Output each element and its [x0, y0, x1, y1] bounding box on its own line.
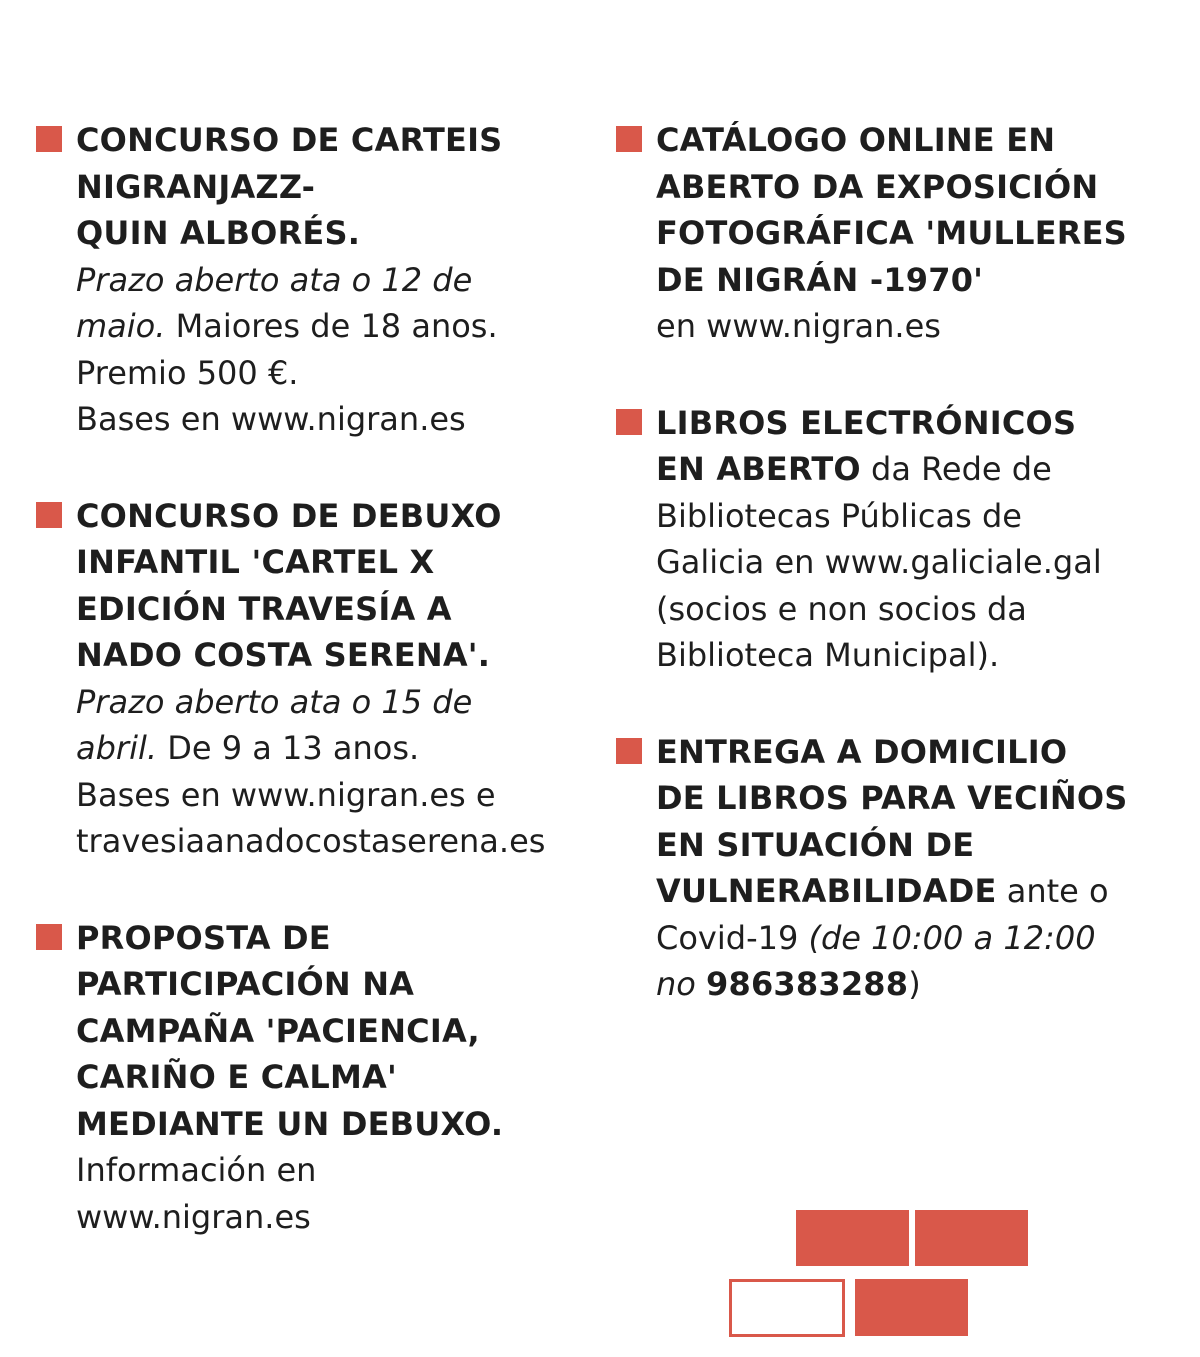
body-text: Información en [76, 1151, 317, 1189]
deadline-text: abril. [76, 729, 158, 767]
item-title: DE LIBROS PARA VECIÑOS [656, 779, 1128, 817]
item-title: ENTREGA A DOMICILIO [656, 732, 1068, 771]
item-title: PROPOSTA DE [76, 918, 331, 957]
item-title: DE NIGRÁN -1970' [656, 260, 984, 299]
deadline-text: Prazo aberto ata o 12 de [76, 260, 473, 299]
item-title: PARTICIPACIÓN NA [76, 965, 415, 1003]
item-title: LIBROS ELECTRÓNICOS [656, 403, 1077, 442]
item-title: EN ABERTO [656, 450, 861, 488]
hours-text: no [656, 965, 707, 1003]
deadline-text: Prazo aberto ata o 15 de [76, 682, 473, 721]
item-title: CONCURSO DE DEBUXO [76, 496, 502, 535]
body-text: da Rede de [860, 450, 1052, 488]
square-bullet-icon [36, 924, 62, 950]
brick-decoration [855, 1279, 968, 1336]
square-bullet-icon [36, 126, 62, 152]
brick-decoration [915, 1210, 1028, 1266]
square-bullet-icon [36, 502, 62, 528]
item-title: FOTOGRÁFICA 'MULLERES [656, 214, 1127, 252]
phone-number: 986383288 [706, 965, 909, 1003]
item-title: EN SITUACIÓN DE [656, 825, 975, 864]
hours-text: (de 10:00 a 12:00 [808, 918, 1096, 957]
item-title: NADO COSTA SERENA'. [76, 636, 491, 674]
item-title: CARIÑO E CALMA' [76, 1058, 397, 1096]
item-libros-electronicos [616, 400, 1196, 679]
deadline-text: maio. [76, 307, 166, 345]
body-text: Covid-19 [656, 918, 809, 957]
item-title: QUIN ALBORÉS. [76, 214, 361, 252]
item-proposta-participacion [36, 915, 606, 1241]
square-bullet-icon [616, 126, 642, 152]
body-text: www.nigran.es [76, 1197, 311, 1236]
item-title: INFANTIL 'CARTEL X [76, 543, 435, 581]
close-paren: ) [908, 965, 921, 1003]
square-bullet-icon [616, 409, 642, 435]
body-text: Premio 500 €. [76, 353, 299, 392]
body-text: Galicia en www.galiciale.gal [656, 543, 1102, 581]
body-text: Bibliotecas Públicas de [656, 496, 1022, 535]
left-column [36, 117, 606, 1290]
item-title: VULNERABILIDADE [656, 872, 997, 910]
item-catalogo-online [616, 117, 1196, 350]
body-text: Bases en www.nigran.es [76, 400, 466, 438]
body-text: Bases en www.nigran.es e [76, 775, 496, 814]
body-text: travesiaanadocostaserena.es [76, 822, 546, 860]
item-entrega-domicilio [616, 729, 1196, 1008]
item-title: EDICIÓN TRAVESÍA A [76, 589, 452, 628]
body-text: De 9 a 13 anos. [157, 729, 420, 767]
item-concurso-debuxo [36, 493, 606, 865]
item-title: MEDIANTE UN DEBUXO. [76, 1104, 504, 1143]
right-column [616, 117, 1196, 1058]
body-text: ante o [996, 872, 1109, 910]
item-title: CATÁLOGO ONLINE EN [656, 121, 1056, 159]
body-text: (socios e non socios da [656, 589, 1027, 628]
item-title: ABERTO DA EXPOSICIÓN [656, 167, 1099, 206]
item-title: CONCURSO DE CARTEIS [76, 121, 503, 159]
brick-outline-decoration [729, 1279, 845, 1337]
item-concurso-carteis [36, 117, 606, 443]
brick-decoration [796, 1210, 909, 1266]
body-text: Biblioteca Municipal). [656, 636, 1000, 674]
square-bullet-icon [616, 738, 642, 764]
body-text: en www.nigran.es [656, 307, 941, 345]
item-title: CAMPAÑA 'PACIENCIA, [76, 1011, 480, 1050]
body-text: Maiores de 18 anos. [165, 307, 498, 345]
item-title: NIGRANJAZZ- [76, 167, 316, 206]
